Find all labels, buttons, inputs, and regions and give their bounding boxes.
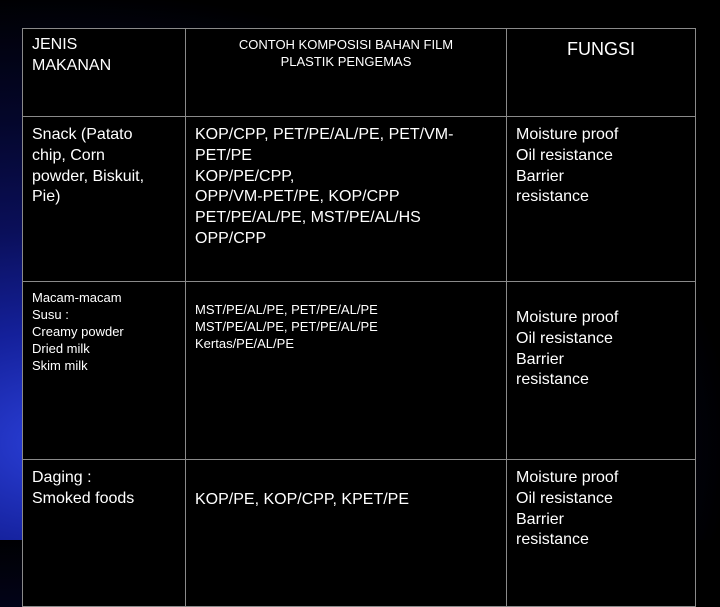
table-header-row	[23, 29, 696, 117]
jenis-line: powder, Biskuit,	[32, 167, 145, 185]
jenis-line: Susu :	[32, 306, 69, 322]
header-jenis-cell	[23, 29, 186, 117]
fungsi-line: Oil resistance	[516, 329, 613, 347]
header-fungsi-cell	[507, 29, 696, 117]
fungsi-line: Moisture proof	[516, 126, 619, 143]
fungsi-line: Barrier	[516, 510, 565, 528]
contoh-line: MST/PE/AL/PE, PET/PE/AL/PE	[195, 302, 378, 317]
jenis-line: Skim milk	[32, 357, 88, 373]
fungsi-cell	[507, 282, 696, 460]
jenis-line: Daging :	[32, 469, 92, 486]
jenis-line: Macam-macam	[32, 290, 122, 305]
header-jenis-line: MAKANAN	[32, 56, 112, 74]
jenis-line: chip, Corn	[32, 146, 105, 164]
contoh-line: KOP/CPP, PET/PE/AL/PE, PET/VM-	[195, 126, 454, 143]
packaging-table	[22, 28, 696, 607]
jenis-cell	[23, 460, 186, 607]
header-contoh-line: CONTOH KOMPOSISI BAHAN FILM	[238, 37, 454, 52]
fungsi-line: resistance	[516, 531, 589, 549]
header-fungsi-label: FUNGSI	[566, 39, 635, 59]
table-row	[23, 117, 696, 282]
fungsi-line: Oil resistance	[516, 146, 613, 164]
table-row	[23, 460, 696, 607]
header-contoh-line: PLASTIK PENGEMAS	[280, 53, 412, 69]
contoh-line: KOP/PE, KOP/CPP, KPET/PE	[195, 491, 410, 508]
fungsi-cell	[507, 460, 696, 607]
jenis-cell	[23, 117, 186, 282]
table-row	[23, 282, 696, 460]
contoh-line: KOP/PE/CPP,	[195, 167, 295, 185]
fungsi-cell	[507, 117, 696, 282]
fungsi-line: Barrier	[516, 167, 565, 185]
header-jenis-line: JENIS	[32, 36, 78, 53]
contoh-line: OPP/CPP	[195, 229, 267, 247]
contoh-cell	[186, 117, 507, 282]
contoh-line: Kertas/PE/AL/PE	[195, 335, 294, 351]
contoh-line: PET/PE	[195, 146, 252, 164]
header-contoh-cell	[186, 29, 507, 117]
jenis-line: Pie)	[32, 188, 61, 206]
contoh-cell	[186, 460, 507, 607]
fungsi-line: Oil resistance	[516, 489, 613, 507]
fungsi-line: resistance	[516, 371, 589, 389]
contoh-line: PET/PE/AL/PE, MST/PE/AL/HS	[195, 209, 421, 227]
jenis-line: Creamy powder	[32, 323, 124, 339]
contoh-cell	[186, 282, 507, 460]
jenis-line: Dried milk	[32, 340, 90, 356]
contoh-line: MST/PE/AL/PE, PET/PE/AL/PE	[195, 318, 378, 334]
jenis-cell	[23, 282, 186, 460]
fungsi-line: Moisture proof	[516, 309, 619, 326]
fungsi-line: resistance	[516, 188, 589, 206]
fungsi-line: Moisture proof	[516, 469, 619, 486]
jenis-line: Snack (Patato	[32, 126, 133, 143]
jenis-line: Smoked foods	[32, 489, 135, 507]
fungsi-line: Barrier	[516, 350, 565, 368]
contoh-line: OPP/VM-PET/PE, KOP/CPP	[195, 188, 400, 206]
